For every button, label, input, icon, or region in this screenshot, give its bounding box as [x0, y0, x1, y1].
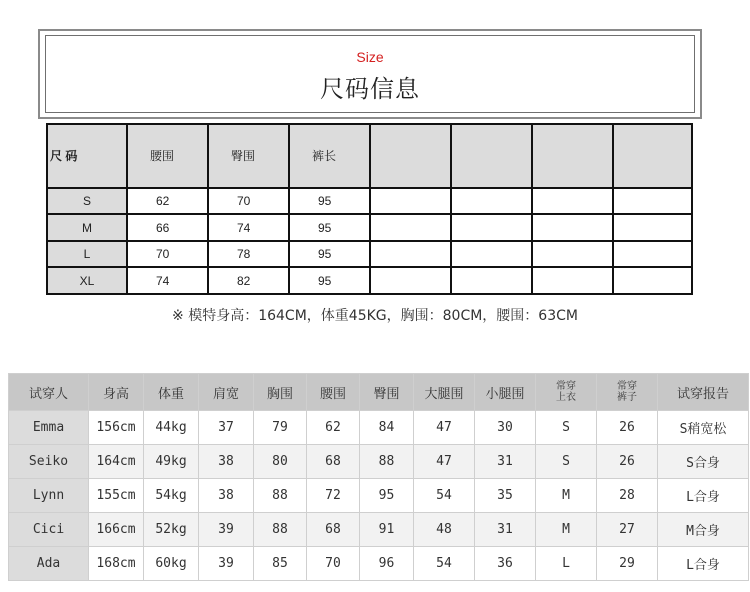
try-cell: 72: [307, 479, 360, 513]
try-cell: 47: [414, 411, 475, 445]
try-cell: 35: [475, 479, 536, 513]
try-cell: 29: [597, 547, 658, 581]
try-cell: 38: [199, 445, 254, 479]
try-cell: 70: [307, 547, 360, 581]
try-header-cell: 腰围: [307, 374, 360, 411]
size-header-cell: 腰围: [127, 124, 208, 188]
size-row: [47, 188, 692, 215]
size-cell: [451, 188, 532, 215]
try-header-row: [9, 374, 749, 411]
try-cell: 27: [597, 513, 658, 547]
try-cell: L合身: [658, 547, 749, 581]
try-cell: 31: [475, 445, 536, 479]
size-header-cell: 尺 码: [47, 124, 127, 188]
size-cell: 95: [289, 267, 370, 294]
tester-name-cell: Seiko: [9, 445, 89, 479]
try-cell: 68: [307, 513, 360, 547]
try-cell: 62: [307, 411, 360, 445]
try-cell: 47: [414, 445, 475, 479]
title-box: [38, 29, 702, 119]
try-cell: L: [536, 547, 597, 581]
try-cell: 96: [360, 547, 414, 581]
tester-name-cell: Cici: [9, 513, 89, 547]
try-cell: 31: [475, 513, 536, 547]
try-cell: 60kg: [144, 547, 199, 581]
size-cell: [370, 188, 451, 215]
try-cell: S合身: [658, 445, 749, 479]
try-cell: M合身: [658, 513, 749, 547]
size-cell: [532, 214, 613, 241]
size-cell: [613, 214, 692, 241]
size-cell: 82: [208, 267, 289, 294]
tester-name-cell: Ada: [9, 547, 89, 581]
try-cell: 155cm: [89, 479, 144, 513]
size-header-row: [47, 124, 692, 188]
try-row: [9, 445, 749, 479]
title-inner-frame: [45, 35, 695, 113]
try-cell: 88: [254, 513, 307, 547]
try-on-report-table: [8, 373, 749, 581]
try-cell: M: [536, 479, 597, 513]
try-cell: 26: [597, 445, 658, 479]
model-measurements-note: ※ 模特身高：164CM，体重45KG，胸围：80CM，腰围：63CM: [172, 308, 578, 324]
size-label-cell: S: [47, 188, 127, 215]
try-cell: S稍宽松: [658, 411, 749, 445]
size-cell: [532, 188, 613, 215]
title-chinese: 尺码信息: [320, 75, 420, 103]
size-cell: [370, 214, 451, 241]
try-cell: 88: [360, 445, 414, 479]
size-cell: [451, 214, 532, 241]
size-cell: 74: [208, 214, 289, 241]
try-cell: M: [536, 513, 597, 547]
try-cell: 44kg: [144, 411, 199, 445]
size-cell: 70: [208, 188, 289, 215]
size-header-cell: [613, 124, 692, 188]
size-chart-table: [46, 123, 693, 295]
size-cell: [532, 241, 613, 268]
try-cell: 80: [254, 445, 307, 479]
try-cell: S: [536, 411, 597, 445]
try-cell: 26: [597, 411, 658, 445]
size-cell: [370, 241, 451, 268]
try-cell: 54kg: [144, 479, 199, 513]
try-cell: 54: [414, 547, 475, 581]
try-header-cell: 胸围: [254, 374, 307, 411]
size-row: [47, 267, 692, 294]
try-cell: 91: [360, 513, 414, 547]
try-cell: 49kg: [144, 445, 199, 479]
size-label-cell: XL: [47, 267, 127, 294]
try-cell: 79: [254, 411, 307, 445]
try-header-cell: 试穿报告: [658, 374, 749, 411]
size-cell: [613, 241, 692, 268]
size-cell: [370, 267, 451, 294]
try-cell: 39: [199, 547, 254, 581]
try-row: [9, 411, 749, 445]
size-label-cell: L: [47, 241, 127, 268]
try-header-cell: 臀围: [360, 374, 414, 411]
try-cell: 36: [475, 547, 536, 581]
size-cell: [613, 188, 692, 215]
try-header-cell: 体重: [144, 374, 199, 411]
title-english: Size: [356, 49, 384, 65]
try-cell: 84: [360, 411, 414, 445]
size-cell: 74: [127, 267, 208, 294]
try-row: [9, 513, 749, 547]
size-row: [47, 214, 692, 241]
try-cell: 68: [307, 445, 360, 479]
size-cell: 70: [127, 241, 208, 268]
size-cell: 95: [289, 241, 370, 268]
size-cell: [613, 267, 692, 294]
try-cell: 37: [199, 411, 254, 445]
size-cell: [451, 267, 532, 294]
size-cell: 78: [208, 241, 289, 268]
tester-name-cell: Lynn: [9, 479, 89, 513]
try-cell: L合身: [658, 479, 749, 513]
try-row: [9, 479, 749, 513]
size-cell: 95: [289, 214, 370, 241]
try-header-cell: 肩宽: [199, 374, 254, 411]
try-header-cell: 试穿人: [9, 374, 89, 411]
try-cell: 52kg: [144, 513, 199, 547]
size-cell: 66: [127, 214, 208, 241]
size-header-cell: [532, 124, 613, 188]
size-label-cell: M: [47, 214, 127, 241]
size-cell: [532, 267, 613, 294]
try-cell: 164cm: [89, 445, 144, 479]
try-cell: 168cm: [89, 547, 144, 581]
try-header-cell: 身高: [89, 374, 144, 411]
try-cell: 88: [254, 479, 307, 513]
try-cell: 156cm: [89, 411, 144, 445]
size-header-cell: 臀围: [208, 124, 289, 188]
try-cell: 48: [414, 513, 475, 547]
try-header-cell: 小腿围: [475, 374, 536, 411]
try-cell: S: [536, 445, 597, 479]
size-header-cell: [370, 124, 451, 188]
try-header-cell: 大腿围: [414, 374, 475, 411]
try-cell: 95: [360, 479, 414, 513]
size-row: [47, 241, 692, 268]
try-cell: 28: [597, 479, 658, 513]
try-cell: 38: [199, 479, 254, 513]
try-header-cell: 常穿 裤子: [597, 374, 658, 411]
size-header-cell: 裤长: [289, 124, 370, 188]
size-cell: 62: [127, 188, 208, 215]
try-cell: 85: [254, 547, 307, 581]
try-cell: 39: [199, 513, 254, 547]
try-header-cell: 常穿 上衣: [536, 374, 597, 411]
tester-name-cell: Emma: [9, 411, 89, 445]
try-cell: 30: [475, 411, 536, 445]
try-row: [9, 547, 749, 581]
size-header-cell: [451, 124, 532, 188]
try-cell: 166cm: [89, 513, 144, 547]
size-cell: 95: [289, 188, 370, 215]
try-cell: 54: [414, 479, 475, 513]
size-cell: [451, 241, 532, 268]
